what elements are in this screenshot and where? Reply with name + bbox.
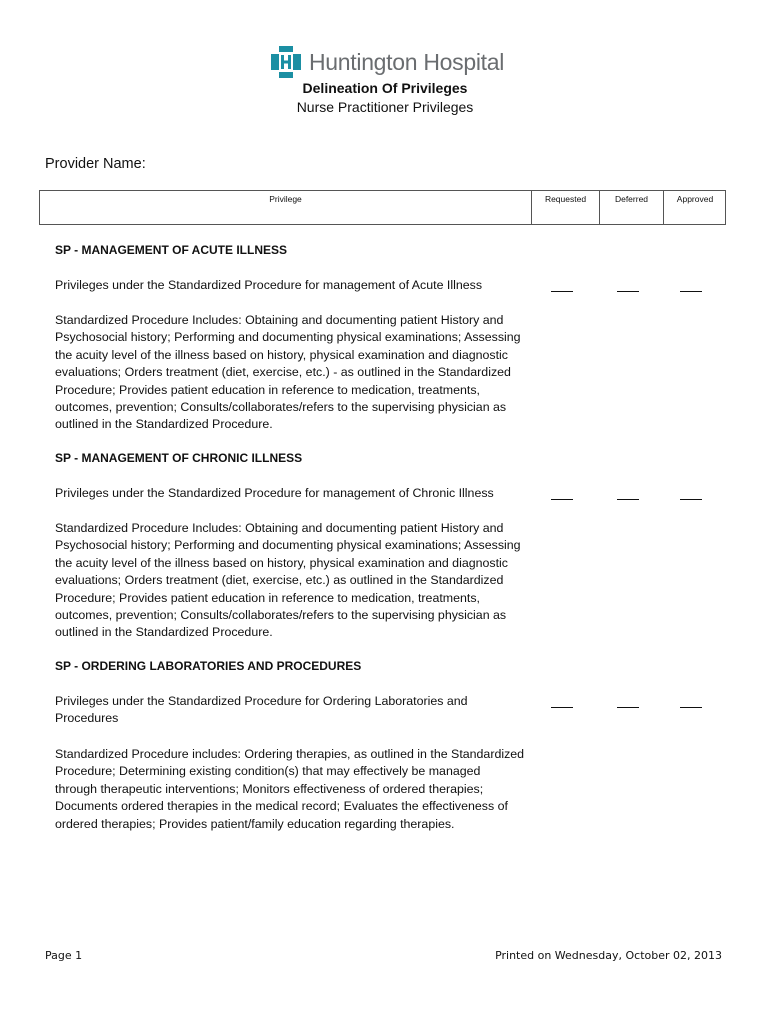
requested-blank-labs[interactable] — [551, 707, 573, 708]
header-requested: Requested — [532, 191, 600, 224]
document-subtitle: Nurse Practitioner Privileges — [296, 99, 474, 115]
requested-blank-acute[interactable] — [551, 291, 573, 292]
section-privilege-labs: Privileges under the Standardized Procedure for Ordering Laboratories and Procedures — [55, 694, 468, 726]
section-description-labs: Standardized Procedure includes: Ordering therapies, as outlined in the Standardized Procedure; Determining existing condition(s) that may effectively be managed through therapeutic interventions; Monitors effectiveness of ordered therapies; Documents ordered therapies in the medical record; Evaluates the effectiveness of ordered therapies; Provides patient/family education regarding therapies. — [55, 747, 525, 831]
page-number: Page 1 — [45, 949, 83, 962]
section-privilege-chronic: Privileges under the Standardized Procedure for management of Chronic Illness — [55, 486, 494, 500]
approved-blank-chronic[interactable] — [680, 499, 702, 500]
section-description-acute: Standardized Procedure Includes: Obtaining and documenting patient History and Psychosocial history; Performing and documenting physical examinations; Assessing the acuity level of the illness based on history, physical examination and diagnostic evaluations; Orders treatment (diet, exercise, etc.) - as outlined in the Standardized Procedure; Provides patient education in reference to medication, treatments, outcomes, prevention; Consults/collaborates/refers to the supervising physician as outlined in the Standardized Procedure. — [55, 313, 521, 432]
approved-blank-acute[interactable] — [680, 291, 702, 292]
privilege-header-table — [39, 190, 726, 225]
provider-name-label: Provider Name: — [45, 156, 146, 172]
header-privilege: Privilege — [40, 191, 532, 224]
logo-text: Huntington Hospital — [309, 48, 505, 75]
printed-date: Printed on Wednesday, October 02, 2013 — [495, 949, 722, 962]
section-privilege-acute: Privileges under the Standardized Procedure for management of Acute Illness — [55, 278, 483, 292]
hospital-logo-icon — [270, 45, 302, 79]
section-title-labs: SP - ORDERING LABORATORIES AND PROCEDURES — [55, 659, 362, 673]
header-approved: Approved — [676, 194, 714, 204]
deferred-blank-acute[interactable] — [617, 291, 639, 292]
header-deferred: Deferred — [600, 191, 664, 224]
approved-blank-labs[interactable] — [680, 707, 702, 708]
deferred-blank-labs[interactable] — [617, 707, 639, 708]
document-title: Delineation Of Privileges — [302, 80, 468, 96]
hospital-logo — [270, 44, 510, 80]
section-title-acute: SP - MANAGEMENT OF ACUTE ILLNESS — [55, 243, 288, 257]
requested-blank-chronic[interactable] — [551, 499, 573, 500]
section-title-chronic: SP - MANAGEMENT OF CHRONIC ILLNESS — [55, 451, 303, 465]
section-description-chronic: Standardized Procedure Includes: Obtaining and documenting patient History and Psychosocial history; Performing and documenting physical examinations; Assessing the acuity level of the illness based on history, physical examination and diagnostic evaluations; Orders treatment (diet, exercise, etc.) as outlined in the Standardized Procedure; Provides patient education in reference to medication, treatments, outcomes, prevention; Consults/collaborates/refers to the supervising physician as outlined in the Standardized Procedure. — [55, 521, 521, 640]
deferred-blank-chronic[interactable] — [617, 499, 639, 500]
